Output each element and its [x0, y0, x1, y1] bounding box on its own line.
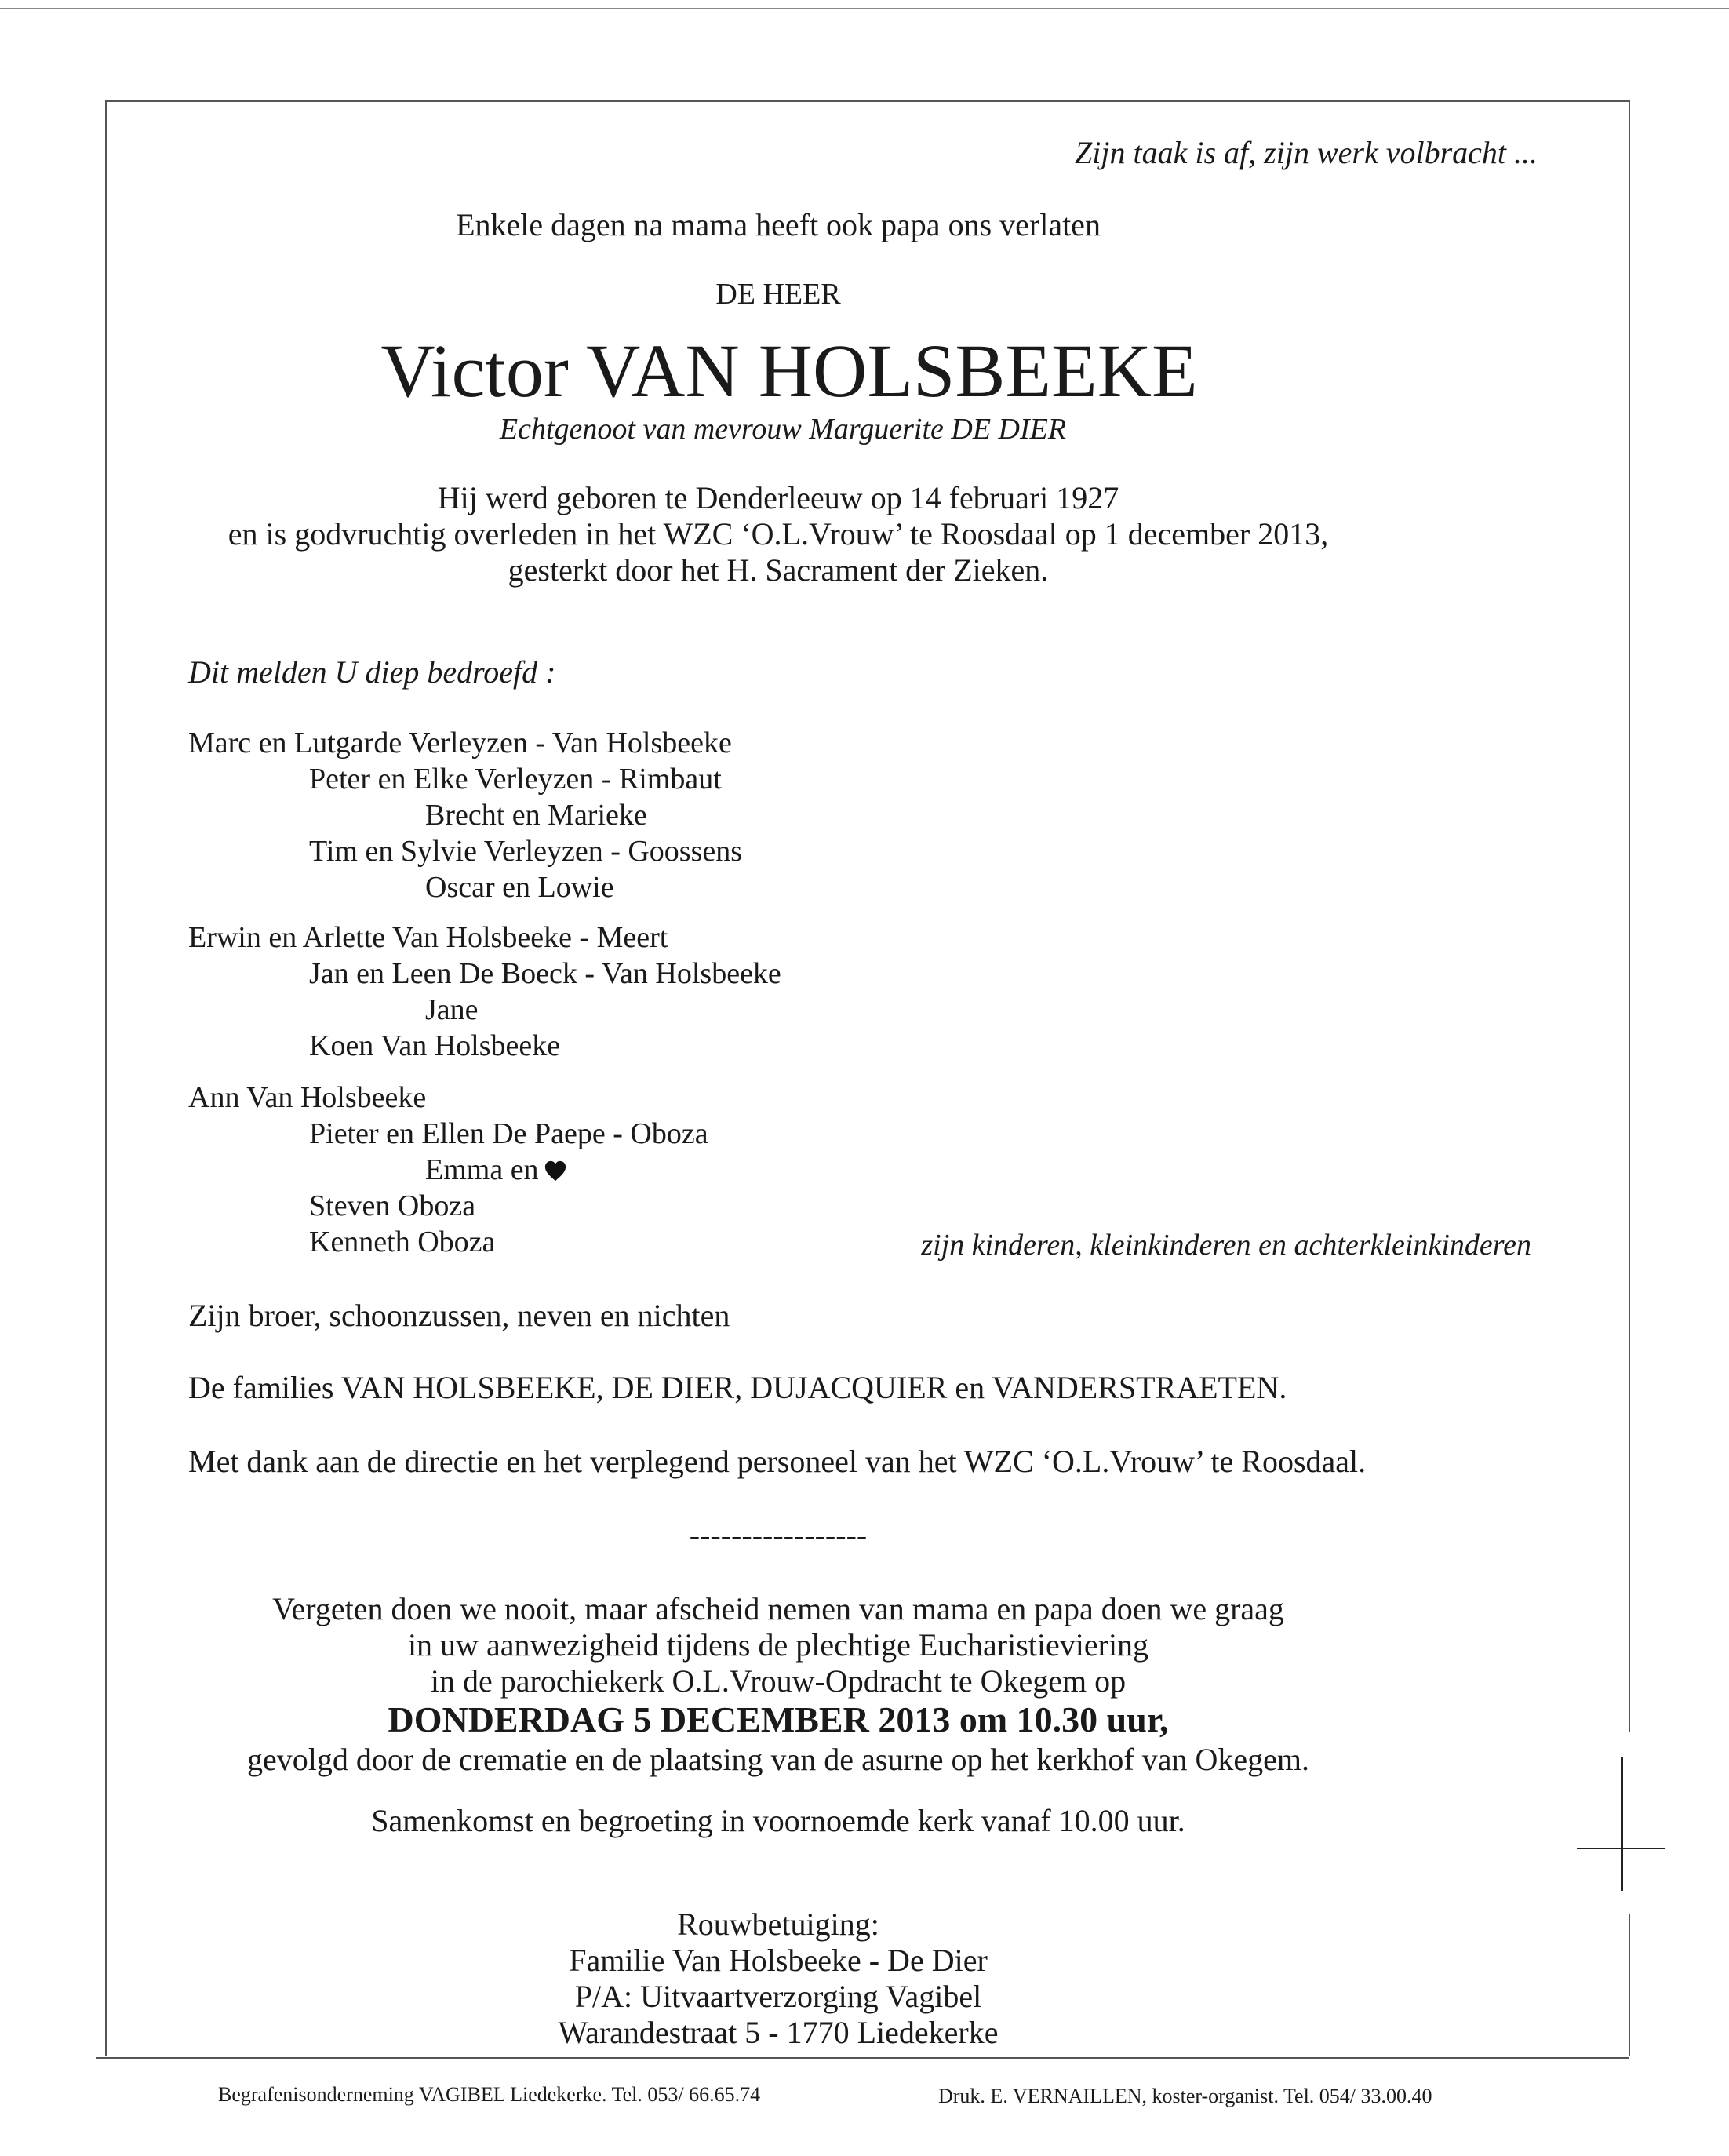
ceremony-line-3: in de parochiekerk O.L.Vrouw-Opdracht te Okegem op — [430, 1663, 1127, 1699]
footer-undertaker: Begrafenisonderneming VAGIBEL Liedekerke. Tel. 053/ 66.65.74 — [218, 2083, 761, 2106]
announcement: Dit melden U diep bedroefd : — [188, 654, 556, 690]
scan-edge-line — [0, 8, 1729, 9]
intro-line: Enkele dagen na mama heeft ook papa ons verlaten — [456, 207, 1101, 242]
footer-printer: Druk. E. VERNAILLEN, koster-organist. Tel. 054/ 33.00.40 — [938, 2085, 1432, 2107]
motto: Zijn taak is af, zijn werk volbracht ... — [1075, 135, 1538, 170]
deceased-name: Victor VAN HOLSBEEKE — [380, 329, 1198, 413]
family-relation: zijn kinderen, kleinkinderen en achterkleinkinderen — [921, 1229, 1531, 1262]
family-line: Koen Van Holsbeeke — [309, 1029, 561, 1062]
family-line: Ann Van Holsbeeke — [188, 1081, 427, 1114]
families-line: De families VAN HOLSBEEKE, DE DIER, DUJACQUIER en VANDERSTRAETEN. — [188, 1370, 1287, 1405]
cremation-line: gevolgd door de crematie en de plaatsing van de asurne op het kerkhof van Okegem. — [247, 1742, 1309, 1777]
family-line: Jan en Leen De Boeck - Van Holsbeeke — [309, 957, 781, 990]
salutation: DE HEER — [715, 278, 841, 311]
condolence-care-of: P/A: Uitvaartverzorging Vagibel — [574, 1979, 982, 2014]
relatives-line: Zijn broer, schoonzussen, neven en nichten — [188, 1298, 730, 1333]
separator: ----------------- — [689, 1517, 868, 1553]
family-line: Erwin en Arlette Van Holsbeeke - Meert — [188, 921, 668, 954]
crop-mark-horizontal — [1577, 1848, 1665, 1849]
family-line: Peter en Elke Verleyzen - Rimbaut — [309, 763, 722, 796]
family-line: Oscar en Lowie — [425, 871, 614, 904]
bio-line-3: gesterkt door het H. Sacrament der Zieken. — [508, 552, 1049, 588]
condolence-family: Familie Van Holsbeeke - De Dier — [569, 1943, 988, 1978]
ceremony-line-1: Vergeten doen we nooit, maar afscheid nemen van mama en papa doen we graag — [272, 1591, 1284, 1626]
heart-icon — [544, 1159, 567, 1182]
card-frame-bottom-edge — [96, 2057, 1629, 2059]
bio-line-2: en is godvruchtig overleden in het WZC ‘O.L.Vrouw’ te Roosdaal op 1 december 2013, — [228, 516, 1329, 552]
ceremony-date: DONDERDAG 5 DECEMBER 2013 om 10.30 uur, — [388, 1699, 1169, 1739]
ceremony-line-2: in uw aanwezigheid tijdens de plechtige Eucharistieviering — [407, 1627, 1149, 1663]
family-line: Steven Oboza — [309, 1189, 476, 1222]
spouse-line: Echtgenoot van mevrouw Marguerite DE DIER — [499, 413, 1067, 446]
family-line: Kenneth Oboza — [309, 1225, 496, 1258]
thanks-line: Met dank aan de directie en het verplegend personeel van het WZC ‘O.L.Vrouw’ te Roosdaal. — [188, 1444, 1367, 1479]
gathering-line: Samenkomst en begroeting in voornoemde kerk vanaf 10.00 uur. — [371, 1803, 1185, 1838]
bio-line-1: Hij werd geboren te Denderleeuw op 14 februari 1927 — [437, 480, 1119, 515]
condolence-heading: Rouwbetuiging: — [677, 1907, 879, 1942]
condolence-address: Warandestraat 5 - 1770 Liedekerke — [558, 2015, 999, 2050]
family-line: Jane — [425, 993, 479, 1026]
family-line-with-heart — [425, 1152, 567, 1188]
family-line: Emma en — [425, 1153, 539, 1186]
family-line: Brecht en Marieke — [425, 799, 647, 832]
family-line: Marc en Lutgarde Verleyzen - Van Holsbeeke — [188, 727, 732, 759]
family-line: Pieter en Ellen De Paepe - Oboza — [309, 1117, 708, 1150]
family-line: Tim en Sylvie Verleyzen - Goossens — [309, 835, 743, 868]
